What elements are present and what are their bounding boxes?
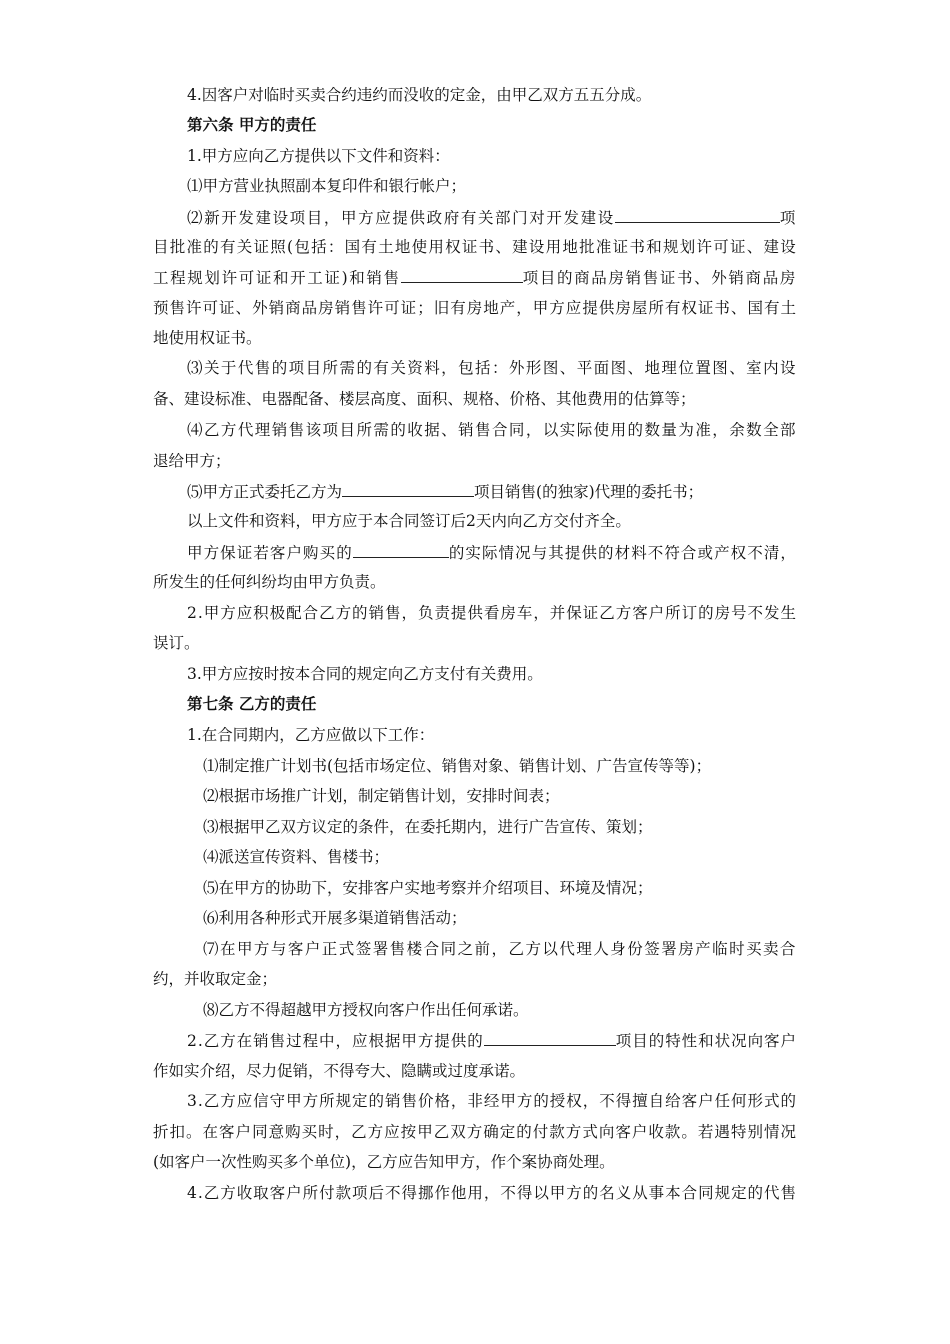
text-line bbox=[153, 237, 797, 257]
line-text: 作如实介绍，尽力促销，不得夸大、隐瞒或过度承诺。 bbox=[153, 1062, 526, 1080]
text-line bbox=[203, 786, 560, 806]
text-line bbox=[187, 1183, 797, 1203]
line-text-after-blank: 项目的商品房销售证书、外销商品房 bbox=[522, 269, 797, 287]
fill-in-blank bbox=[342, 481, 474, 497]
line-text: 甲方保证若客户购买的 bbox=[187, 544, 353, 562]
line-text: 1.在合同期内，乙方应做以下工作： bbox=[187, 726, 435, 744]
line-text: ⑺在甲方与客户正式签署售楼合同之前，乙方以代理人身份签署房产临时买卖合 bbox=[203, 940, 797, 958]
line-text-after-blank: 项 bbox=[779, 209, 797, 227]
text-line bbox=[203, 1000, 529, 1020]
line-text: 工程规划许可证和开工证)和销售 bbox=[153, 269, 401, 287]
text-line bbox=[153, 572, 386, 592]
text-line bbox=[187, 481, 703, 502]
line-text: 1.甲方应向乙方提供以下文件和资料： bbox=[187, 147, 450, 165]
line-text: 折扣。在客户同意购买时，乙方应按甲乙双方确定的付款方式向客户收款。若遇特别情况 bbox=[153, 1123, 797, 1141]
text-line bbox=[153, 969, 277, 989]
line-text: ⑴制定推广计划书(包括市场定位、销售对象、销售计划、广告宣传等等)； bbox=[203, 757, 712, 775]
text-line bbox=[203, 756, 711, 776]
section-heading bbox=[187, 694, 316, 714]
line-text: ⑹利用各种形式开展多渠道销售活动； bbox=[203, 909, 467, 927]
line-text: ⑻乙方不得超越甲方授权向客户作出任何承诺。 bbox=[203, 1001, 529, 1019]
line-text: 以上文件和资料，甲方应于本合同签订后2天内向乙方交付齐全。 bbox=[187, 512, 631, 530]
text-line bbox=[153, 1122, 797, 1142]
line-text: 备、建设标准、电器配备、楼层高度、面积、规格、价格、其他费用的估算等； bbox=[153, 390, 696, 408]
fill-in-blank bbox=[615, 207, 780, 223]
text-line bbox=[187, 358, 797, 378]
text-line bbox=[203, 878, 653, 898]
text-line bbox=[187, 542, 797, 563]
text-line bbox=[187, 146, 450, 166]
line-text: 2.乙方在销售过程中，应根据甲方提供的 bbox=[187, 1032, 484, 1050]
line-text: ⑵根据市场推广计划，制定销售计划，安排时间表； bbox=[203, 787, 560, 805]
text-line bbox=[203, 817, 653, 837]
text-line bbox=[187, 511, 631, 531]
line-text: ⑸在甲方的协助下，安排客户实地考察并介绍项目、环境及情况； bbox=[203, 879, 653, 897]
fill-in-blank bbox=[401, 267, 523, 283]
line-text: 第六条 甲方的责任 bbox=[187, 115, 317, 134]
line-text: ⑷派送宣传资料、售楼书； bbox=[203, 848, 390, 866]
section-heading bbox=[187, 115, 316, 135]
text-line bbox=[187, 1091, 797, 1111]
line-text: 目批准的有关证照(包括：国有土地使用权证书、建设用地批准证书和规划许可证、建设 bbox=[153, 238, 797, 256]
line-text: ⑶关于代售的项目所需的有关资料，包括：外形图、平面图、地理位置图、室内设 bbox=[187, 359, 797, 377]
text-line bbox=[187, 725, 434, 745]
line-text: 地使用权证书。 bbox=[153, 329, 262, 347]
line-text: 约，并收取定金； bbox=[153, 970, 278, 988]
line-text: (如客户一次性购买多个单位)，乙方应告知甲方，作个案协商处理。 bbox=[153, 1153, 615, 1171]
text-line bbox=[187, 207, 797, 228]
line-text-after-blank: 项目销售(的独家)代理的委托书； bbox=[474, 483, 704, 501]
text-line bbox=[153, 267, 797, 288]
line-text: 3.甲方应按时按本合同的规定向乙方支付有关费用。 bbox=[187, 665, 543, 683]
line-text: 第七条 乙方的责任 bbox=[187, 694, 317, 713]
text-line bbox=[187, 664, 543, 684]
text-line bbox=[153, 1152, 615, 1172]
text-line bbox=[187, 176, 466, 196]
line-text: 退给甲方； bbox=[153, 452, 231, 470]
line-text: 3.乙方应信守甲方所规定的销售价格，非经甲方的授权，不得擅自给客户任何形式的 bbox=[187, 1092, 797, 1110]
text-line bbox=[203, 847, 389, 867]
text-line bbox=[203, 908, 467, 928]
line-text: 预售许可证、外销商品房销售许可证；旧有房地产，甲方应提供房屋所有权证书、国有土 bbox=[153, 299, 797, 317]
line-text: 所发生的任何纠纷均由甲方负责。 bbox=[153, 573, 386, 591]
line-text: ⑸甲方正式委托乙方为 bbox=[187, 483, 343, 501]
text-line bbox=[153, 389, 696, 409]
line-text: ⑷乙方代理销售该项目所需的收据、销售合同，以实际使用的数量为准，余数全部 bbox=[187, 421, 797, 439]
line-text: 4.因客户对临时买卖合约违约而没收的定金，由甲乙双方五五分成。 bbox=[187, 86, 652, 104]
line-text-after-blank: 的实际情况与其提供的材料不符合或产权不清， bbox=[448, 544, 797, 562]
text-line bbox=[187, 85, 651, 105]
fill-in-blank bbox=[353, 542, 449, 558]
text-line bbox=[153, 328, 262, 348]
line-text: 2.甲方应积极配合乙方的销售，负责提供看房车，并保证乙方客户所订的房号不发生 bbox=[187, 604, 797, 622]
text-line bbox=[187, 1030, 797, 1051]
text-line bbox=[187, 603, 797, 623]
text-line bbox=[187, 420, 797, 440]
line-text-after-blank: 项目的特性和状况向客户 bbox=[615, 1032, 797, 1050]
line-text: ⑶根据甲乙双方议定的条件，在委托期内，进行广告宣传、策划； bbox=[203, 818, 653, 836]
text-line bbox=[153, 451, 231, 471]
line-text: 4.乙方收取客户所付款项后不得挪作他用，不得以甲方的名义从事本合同规定的代售 bbox=[187, 1184, 797, 1202]
line-text: 误订。 bbox=[153, 634, 200, 652]
line-text: ⑴甲方营业执照副本复印件和银行帐户； bbox=[187, 177, 467, 195]
text-line bbox=[203, 939, 797, 959]
text-line bbox=[153, 298, 797, 318]
line-text: ⑵新开发建设项目，甲方应提供政府有关部门对开发建设 bbox=[187, 209, 615, 227]
text-line bbox=[153, 1061, 525, 1081]
text-line bbox=[153, 633, 200, 653]
fill-in-blank bbox=[484, 1030, 616, 1046]
